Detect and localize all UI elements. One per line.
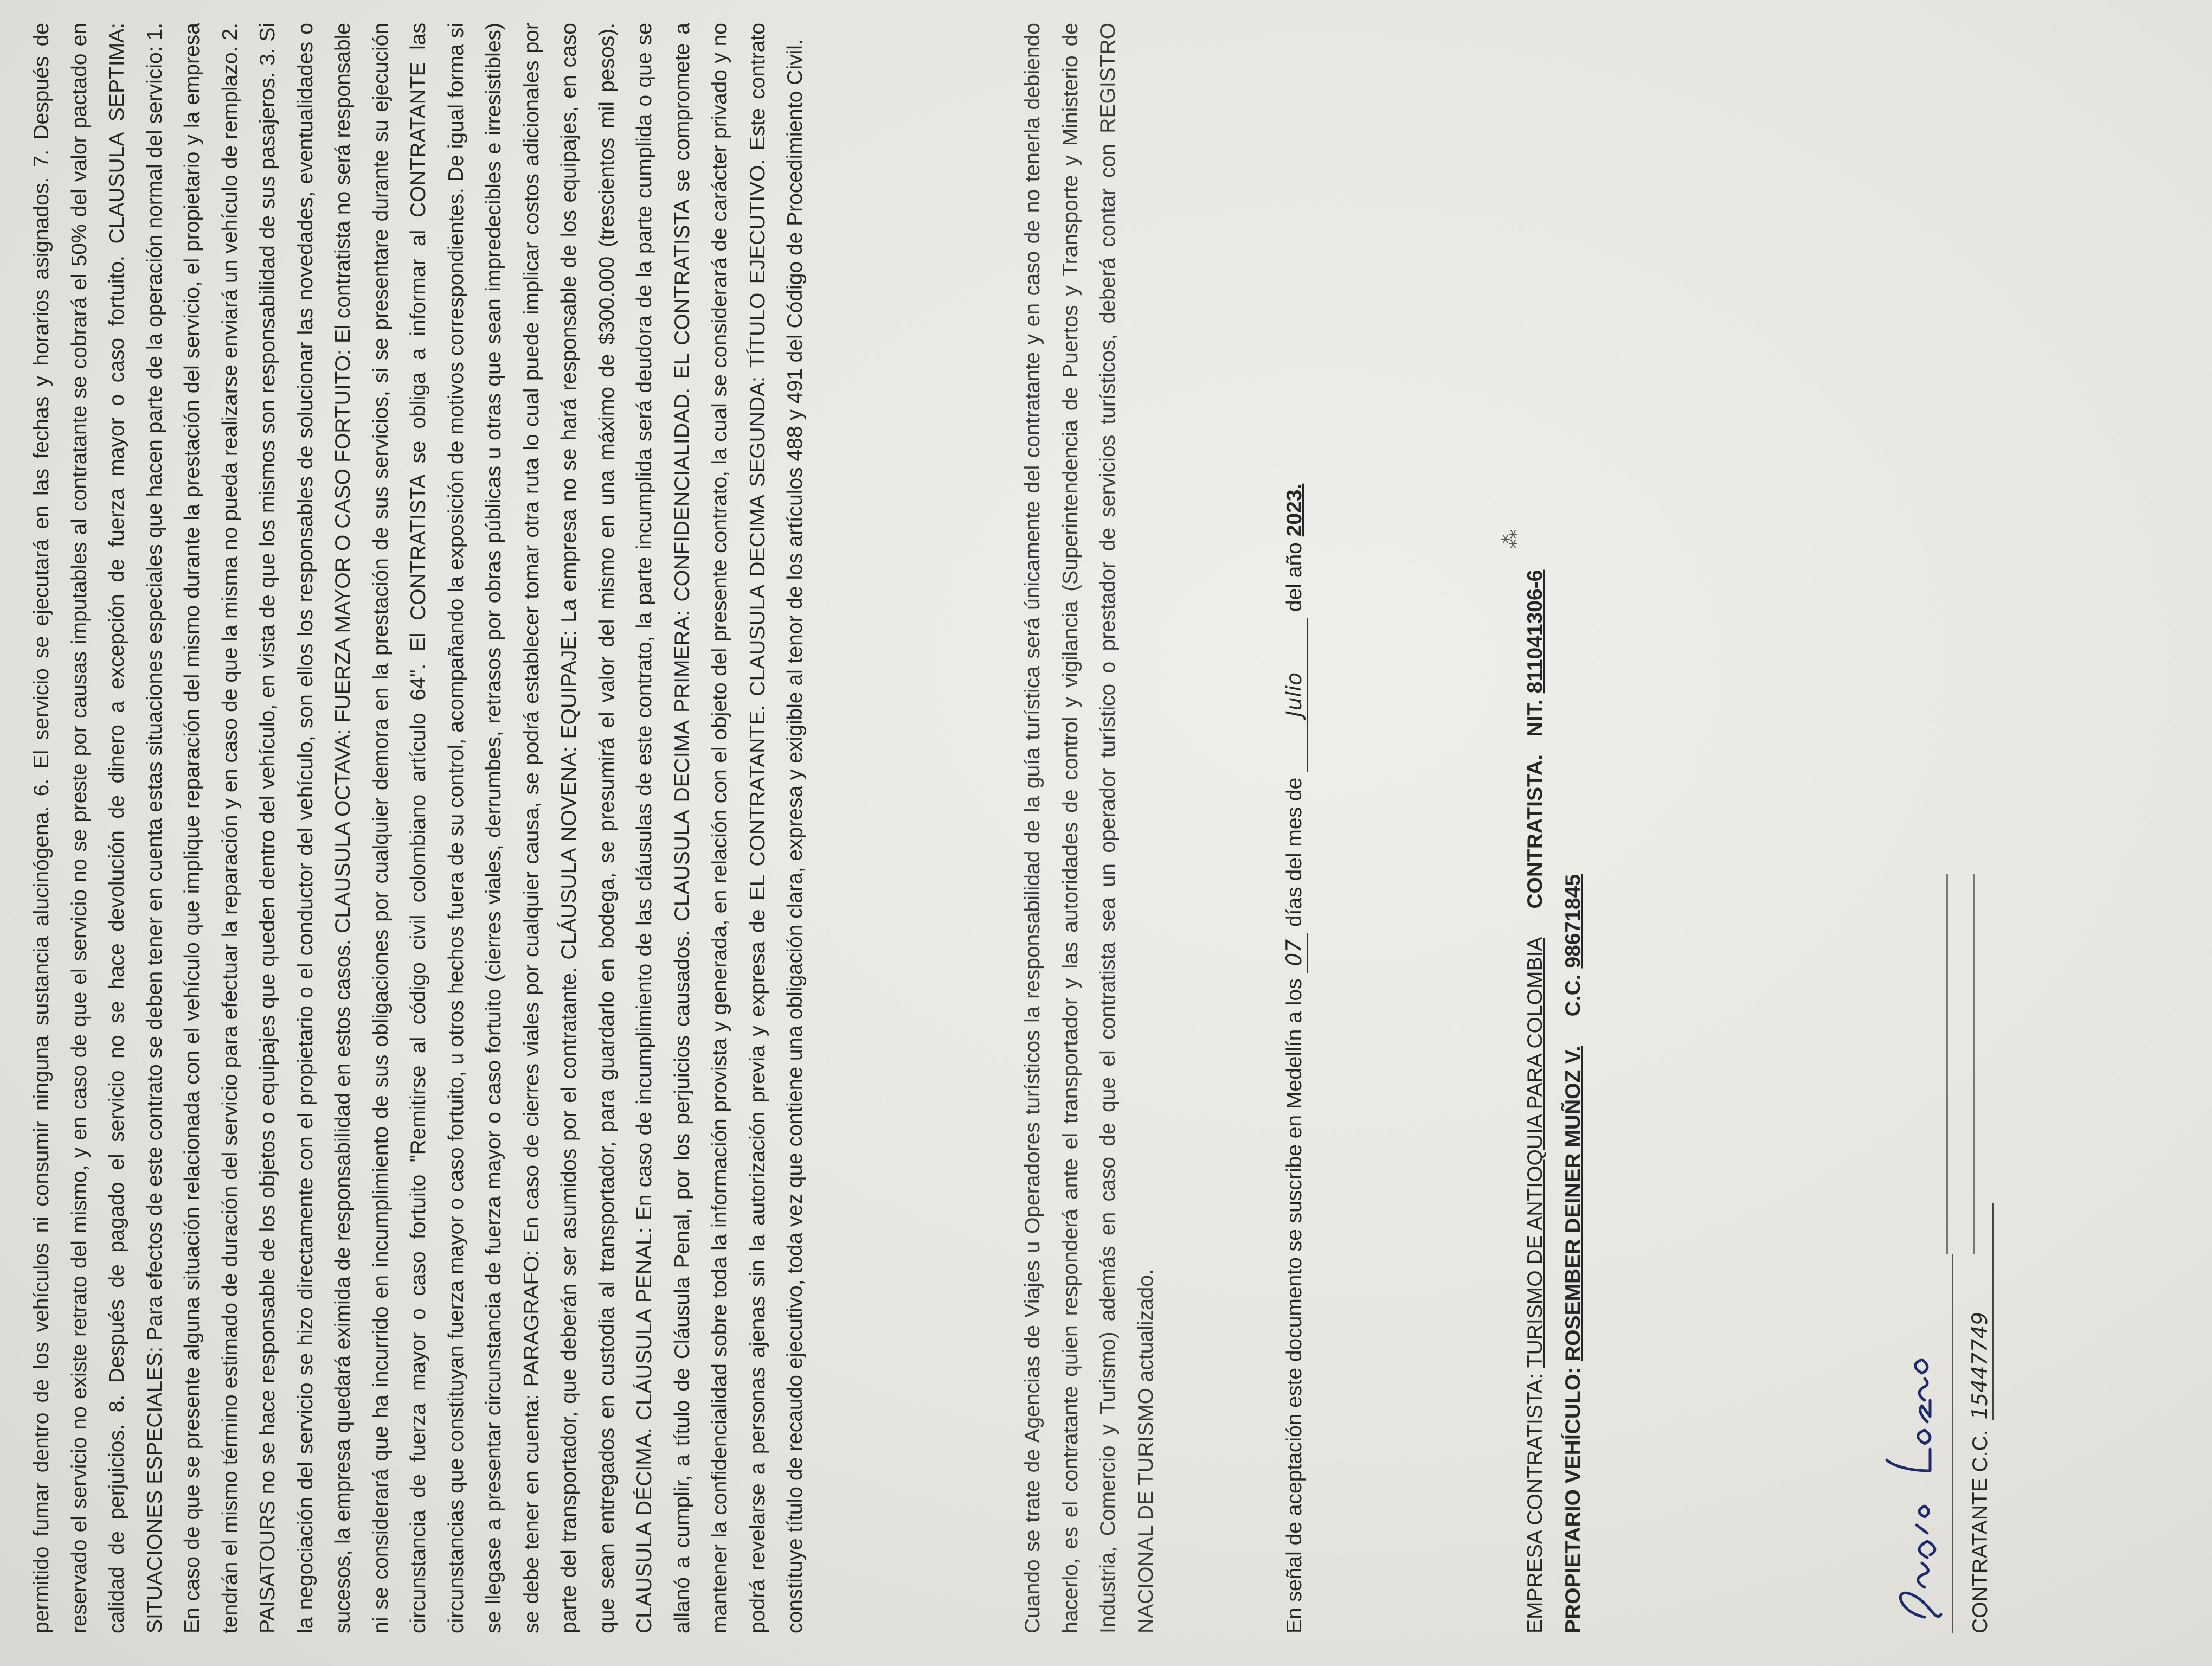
handwritten-signature-image	[1876, 1346, 1946, 1628]
acceptance-middle: días del mes de	[1283, 777, 1306, 927]
day-field: 07	[1282, 933, 1308, 973]
acceptance-prefix: En señal de aceptación este documento se suscribe en Medellín a los	[1283, 978, 1306, 1633]
signature-line	[1952, 1254, 1953, 1633]
acceptance-statement	[1282, 484, 1308, 1633]
contractor-role: CONTRATISTA.	[1523, 754, 1547, 909]
signature-label-line	[1968, 1203, 1994, 1633]
contractor-label: EMPRESA CONTRATISTA:	[1523, 1373, 1547, 1633]
year-value: 2023.	[1283, 483, 1306, 537]
travel-agency-responsibility-paragraph: Cuando se trate de Agencias de Viajes u Operadores turísticos la responsabilidad de la guía turística será únicamente del contratante y en caso de no tenerla debiendo hacerlo, es el contratante quien responderá ante el transportador y las autoridades de control y vigilancia (Superintendencia de Puertos y Transporte y Ministerio de Industria, Comercio y Turismo) además en caso de que el contratista sea un operador turístico o prestador de servicios turísticos, deberá contar con REGISTRO NACIONAL DE TURISMO actualizado.	[1021, 23, 1158, 1633]
owner-signature-line-secondary	[1973, 874, 1975, 1254]
vehicle-owner-line	[1561, 874, 1585, 1633]
contractor-line	[1523, 570, 1547, 1633]
owner-name: ROSEMBER DEINER MUÑOZ V.	[1561, 1046, 1585, 1362]
owner-label: PROPIETARIO VEHÍCULO:	[1561, 1367, 1585, 1633]
owner-signature-line	[1946, 874, 1948, 1254]
stray-ink-mark: ⁂	[1499, 529, 1521, 549]
owner-cc-value: 98671845	[1561, 874, 1585, 969]
contratante-cc-value: 15447749	[1968, 1203, 1994, 1420]
contract-clauses-paragraph: permitido fumar dentro de los vehículos ni consumir ninguna sustancia alucinógena. 6. El servicio se ejecutará en las fechas y horarios asignados. 7. Después de reservado el servicio no existe retrato del mismo, y en caso de que el servicio no se preste por causas imputables al contratante se cobrará el 50% del valor pactado en calidad de perjuicios. 8. Después de pagado el servicio no se hace devolución de dinero a excepción de fuerza mayor o caso fortuito. CLAUSULA SEPTIMA: SITUACIONES ESPECIALES: Para efectos de este contrato se deben tener en cuenta estas situaciones especiales que hacen parte de la operación normal del servicio: 1. En caso de que se presente alguna situación relacionada con el vehículo que implique reparación del mismo durante la prestación del servicio, el propietario y la empresa tendrán el mismo término estimado de duración del servicio para efectuar la reparación y en caso de que la misma no pueda realizarse enviará un vehículo de remplazo. 2. PAISATOURS no se hace responsable de los objetos o equipajes que queden dentro del vehículo, en vista de que los mismos son responsabilidad de sus pasajeros. 3. Si la negociación del servicio se hizo directamente con el propietario o el conductor del vehículo, son ellos los responsables de solucionar las novedades, eventualidades o sucesos, la empresa quedará eximida de responsabilidad en estos casos. CLAUSULA OCTAVA: FUERZA MAYOR O CASO FORTUITO: El contratista no será responsable ni se considerará que ha incurrido en incumplimiento de sus obligaciones por cualquier demora en la prestación de sus servicios, si se presentare durante su ejecución circunstancia de fuerza mayor o caso fortuito "Remitirse al código civil colombiano artículo 64". El CONTRATISTA se obliga a informar al CONTRATANTE las circunstancias que constituyan fuerza mayor o caso fortuito, u otros hechos fuera de su control, acompañando la exposición de motivos correspondientes. De igual forma si se llegase a presentar circunstancia de fuerza mayor o caso fortuito (cierres viales, derrumbes, retrasos por obras públicas u otras que sean impredecibles e irresistibles) se debe tener en cuenta: PARAGRAFO: En caso de cierres viales por cualquier causa, se podrá establecer tomar otra ruta lo cual puede implicar costos adicionales por parte del transportador, que deberán ser asumidos por el contratante. CLÁUSULA NOVENA: EQUIPAJE: La empresa no se hará responsable de los equipajes, en caso que sean entregados en custodia al transportador, para guardarlo en bodega, se presumirá el valor del mismo en una máximo de $300.000 (trescientos mil pesos). CLAUSULA DÉCIMA. CLÁUSULA PENAL: En caso de incumplimiento de las cláusulas de este contrato, la parte incumplida será deudora de la parte cumplida o que se allanó a cumplir, a título de Cláusula Penal, por los perjuicios causados. CLAUSULA DECIMA PRIMERA: CONFIDENCIALIDAD. EL CONTRATISTA se compromete a mantener la confidencialidad sobre toda la información provista y generada, en relación con el objeto del presente contrato, la cual se considerará de carácter privado y no podrá revelarse a personas ajenas sin la autorización previa y expresa de EL CONTRATANTE. CLAUSULA DECIMA SEGUNDA: TÍTULO EJECUTIVO. Este contrato constituye título de recaudo ejecutivo, toda vez que contiene una obligación clara, expresa y exigible al tenor de los artículos 488 y 491 del Código de Procedimiento Civil.	[30, 23, 807, 1633]
year-prefix: del año	[1283, 542, 1306, 612]
owner-cc-label: C.C.	[1561, 974, 1585, 1017]
contractor-name: TURISMO DE ANTIOQUIA PARA COLOMBIA	[1523, 938, 1547, 1368]
nit-label: NIT.	[1523, 699, 1547, 737]
month-field: Julio	[1282, 618, 1308, 772]
contratante-cc-label: CONTRATANTE C.C.	[1969, 1430, 1992, 1633]
nit-value: 811041306-6	[1523, 569, 1547, 694]
